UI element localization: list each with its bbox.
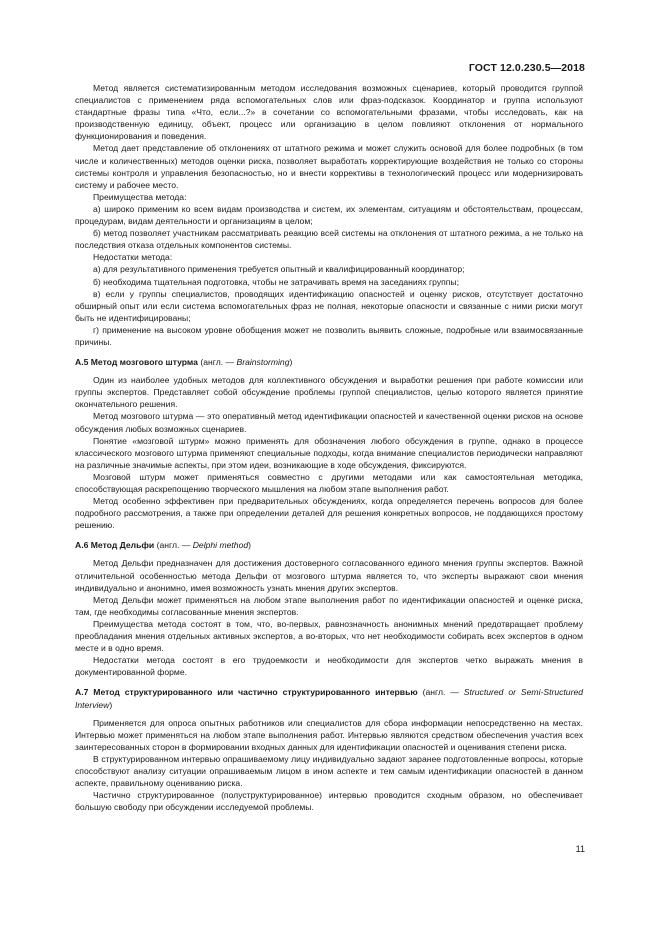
paragraph: Применяется для опроса опытных работников или специалистов для сбора информации непосредственно на местах. Интервью может применяться на любом этапе выполнения работ. Интервью являются средством обеспечения участия всех заинтересованных сторон в формировании входных данных для идентификации опасностей и оценивания степени риска. <box>75 717 583 752</box>
paragraph: Метод особенно эффективен при предварительных обсуждениях, когда определяется перечень вопросов для более подробного рассмотрения, а также при определении деталей для решения конкретных вопросов, не поддающихся простому решению. <box>75 496 583 531</box>
paragraph: а) для результативного применения требуется опытный и квалифицированный координатор; <box>93 264 465 275</box>
paragraph: Преимущества метода состоят в том, что, во-первых, равнозначность анонимных мнений предотвращает проблему преобладания мнения отдельных активных экспертов, а во-вторых, что нет необходимости собирать всех экспертов в одном месте и в одно время. <box>75 618 583 654</box>
paragraph: Мозговой штурм может применяться совместно с другими методами или как самостоятельная методика, способствующая раскрепощению творческого мышления на любом этапе выполнения работ. <box>75 471 583 494</box>
heading-bold: А.5 Метод мозгового штурма <box>75 357 198 368</box>
section-heading <box>75 356 583 368</box>
paragraph: Один из наиболее удобных методов для коллективного обсуждения и выработки решения при работе комиссии или группы экспертов. Представляет собой обсуждение проблемы группой специалистов, целью которого является принятие окончательного решения. <box>75 375 583 410</box>
heading-bold: А.6 Метод Дельфи <box>75 540 155 551</box>
heading-italic: Delphi method <box>192 540 249 551</box>
paragraph: б) метод позволяет участникам рассматривать реакцию всей системы на отклонения от штатного режима, а не только на последствия отказа отдельных компонентов системы. <box>75 228 583 251</box>
heading-normal: (англ. — <box>417 687 464 698</box>
paragraph: Понятие «мозговой штурм» можно применять для обозначения любого обсуждения в группе, однако в процессе классического мозгового штурма применяют специальные подходы, когда внимание специалистов периодически направляют на различные значимые аспекты, при этом идеи, возникающие в ходе обсуждения, фиксируются. <box>75 435 583 470</box>
heading-tail: ) <box>248 540 252 551</box>
paragraph: б) необходима тщательная подготовка, чтобы не затрачивать время на заседаниях группы; <box>93 276 459 287</box>
paragraph: Метод дает представление об отклонениях от штатного режима и может служить основой для более подробных (в том числе и количественных) методов оценки риска, позволяет выработать корректирующие воздействия не только со стороны системы контроля и управления безопасностью, но и внести коррективы в технологический процесс или модернизировать систему и рабочее место. <box>75 143 583 190</box>
paragraph: Недостатки метода состоят в его трудоемкости и необходимости для экспертов четко выражать мнения в документированной форме. <box>75 655 583 678</box>
paragraph: В структурированном интервью опрашиваемому лицу индивидуально задают заранее подготовленные вопросы, которые способствуют анализу ситуации опрашиваемым лицом в ином аспекте и тем самым идентификации опасностей в данном аспекте, правильному оцениванию риска. <box>75 753 583 789</box>
document-body <box>75 82 583 813</box>
heading-tail: ) <box>109 699 113 710</box>
section-heading <box>75 539 583 551</box>
paragraph: Метод Дельфи предназначен для достижения достоверного согласованного единого мнения группы экспертов. Важной отличительной особенностью метода Дельфи от мозгового штурма является то, что эксперты выражают свои мнения индивидуально и анонимно, имея возможность узнать мнения других экспертов. <box>75 558 583 593</box>
paragraph: в) если у группы специалистов, проводящих идентификацию опасностей и оценку рисков, отсутствует достаточно обширный опыт или если система вспомогательных фраз не полная, некоторые опасности и связанные с ними риски могут быть не идентифицированы; <box>75 288 583 323</box>
paragraph: а) широко применим ко всем видам производства и систем, их элементам, ситуациям и обстоятельствам, процессам, процедурам, видам деятельности и организациям в целом; <box>75 203 583 227</box>
heading-normal: (англ. — <box>154 540 193 551</box>
document-id: ГОСТ 12.0.230.5—2018 <box>468 62 585 74</box>
heading-tail: ) <box>289 357 293 368</box>
heading-italic: Brainstorming <box>236 357 290 368</box>
paragraph: Метод является систематизированным методом исследования возможных сценариев, который проводится группой специалистов с применением ряда вспомогательных слов или фраз-подсказок. Координатор и группа используют стандартные фразы типа «Что, если...?» в сочетании со вспомогательными фразами, чтобы исследовать, как на производственную единицу, объект, процесс или организацию в целом повлияют отклонения от нормального функционирования и поведения. <box>75 83 583 142</box>
paragraph: Метод мозгового штурма — это оперативный метод идентификации опасностей и качественной оценки рисков на основе обсуждения любых возможных сценариев. <box>75 411 583 434</box>
heading-normal: (англ. — <box>197 357 237 368</box>
paragraph: г) применение на высоком уровне обобщения может не позволить выявить сложные, подробные или взаимосвязанные причины. <box>75 324 583 347</box>
paragraph: Недостатки метода: <box>93 252 173 263</box>
heading-italic: Structured or Semi-Structured Interview <box>75 687 583 710</box>
paragraph: Метод Дельфи может применяться на любом этапе выполнения работ по идентификации опасностей и оценке риска, там, где необходимы согласованные мнения экспертов. <box>75 594 583 617</box>
paragraph: Частично структурированное (полуструктурированное) интервью проводится сходным образом, но обеспечивает большую свободу при обсуждении исследуемой проблемы. <box>75 790 583 813</box>
section-heading <box>75 686 583 710</box>
paragraph: Преимущества метода: <box>93 191 187 202</box>
heading-bold: А.7 Метод структурированного или частично структурированного интервью <box>75 687 418 698</box>
page-number: 11 <box>575 844 585 854</box>
